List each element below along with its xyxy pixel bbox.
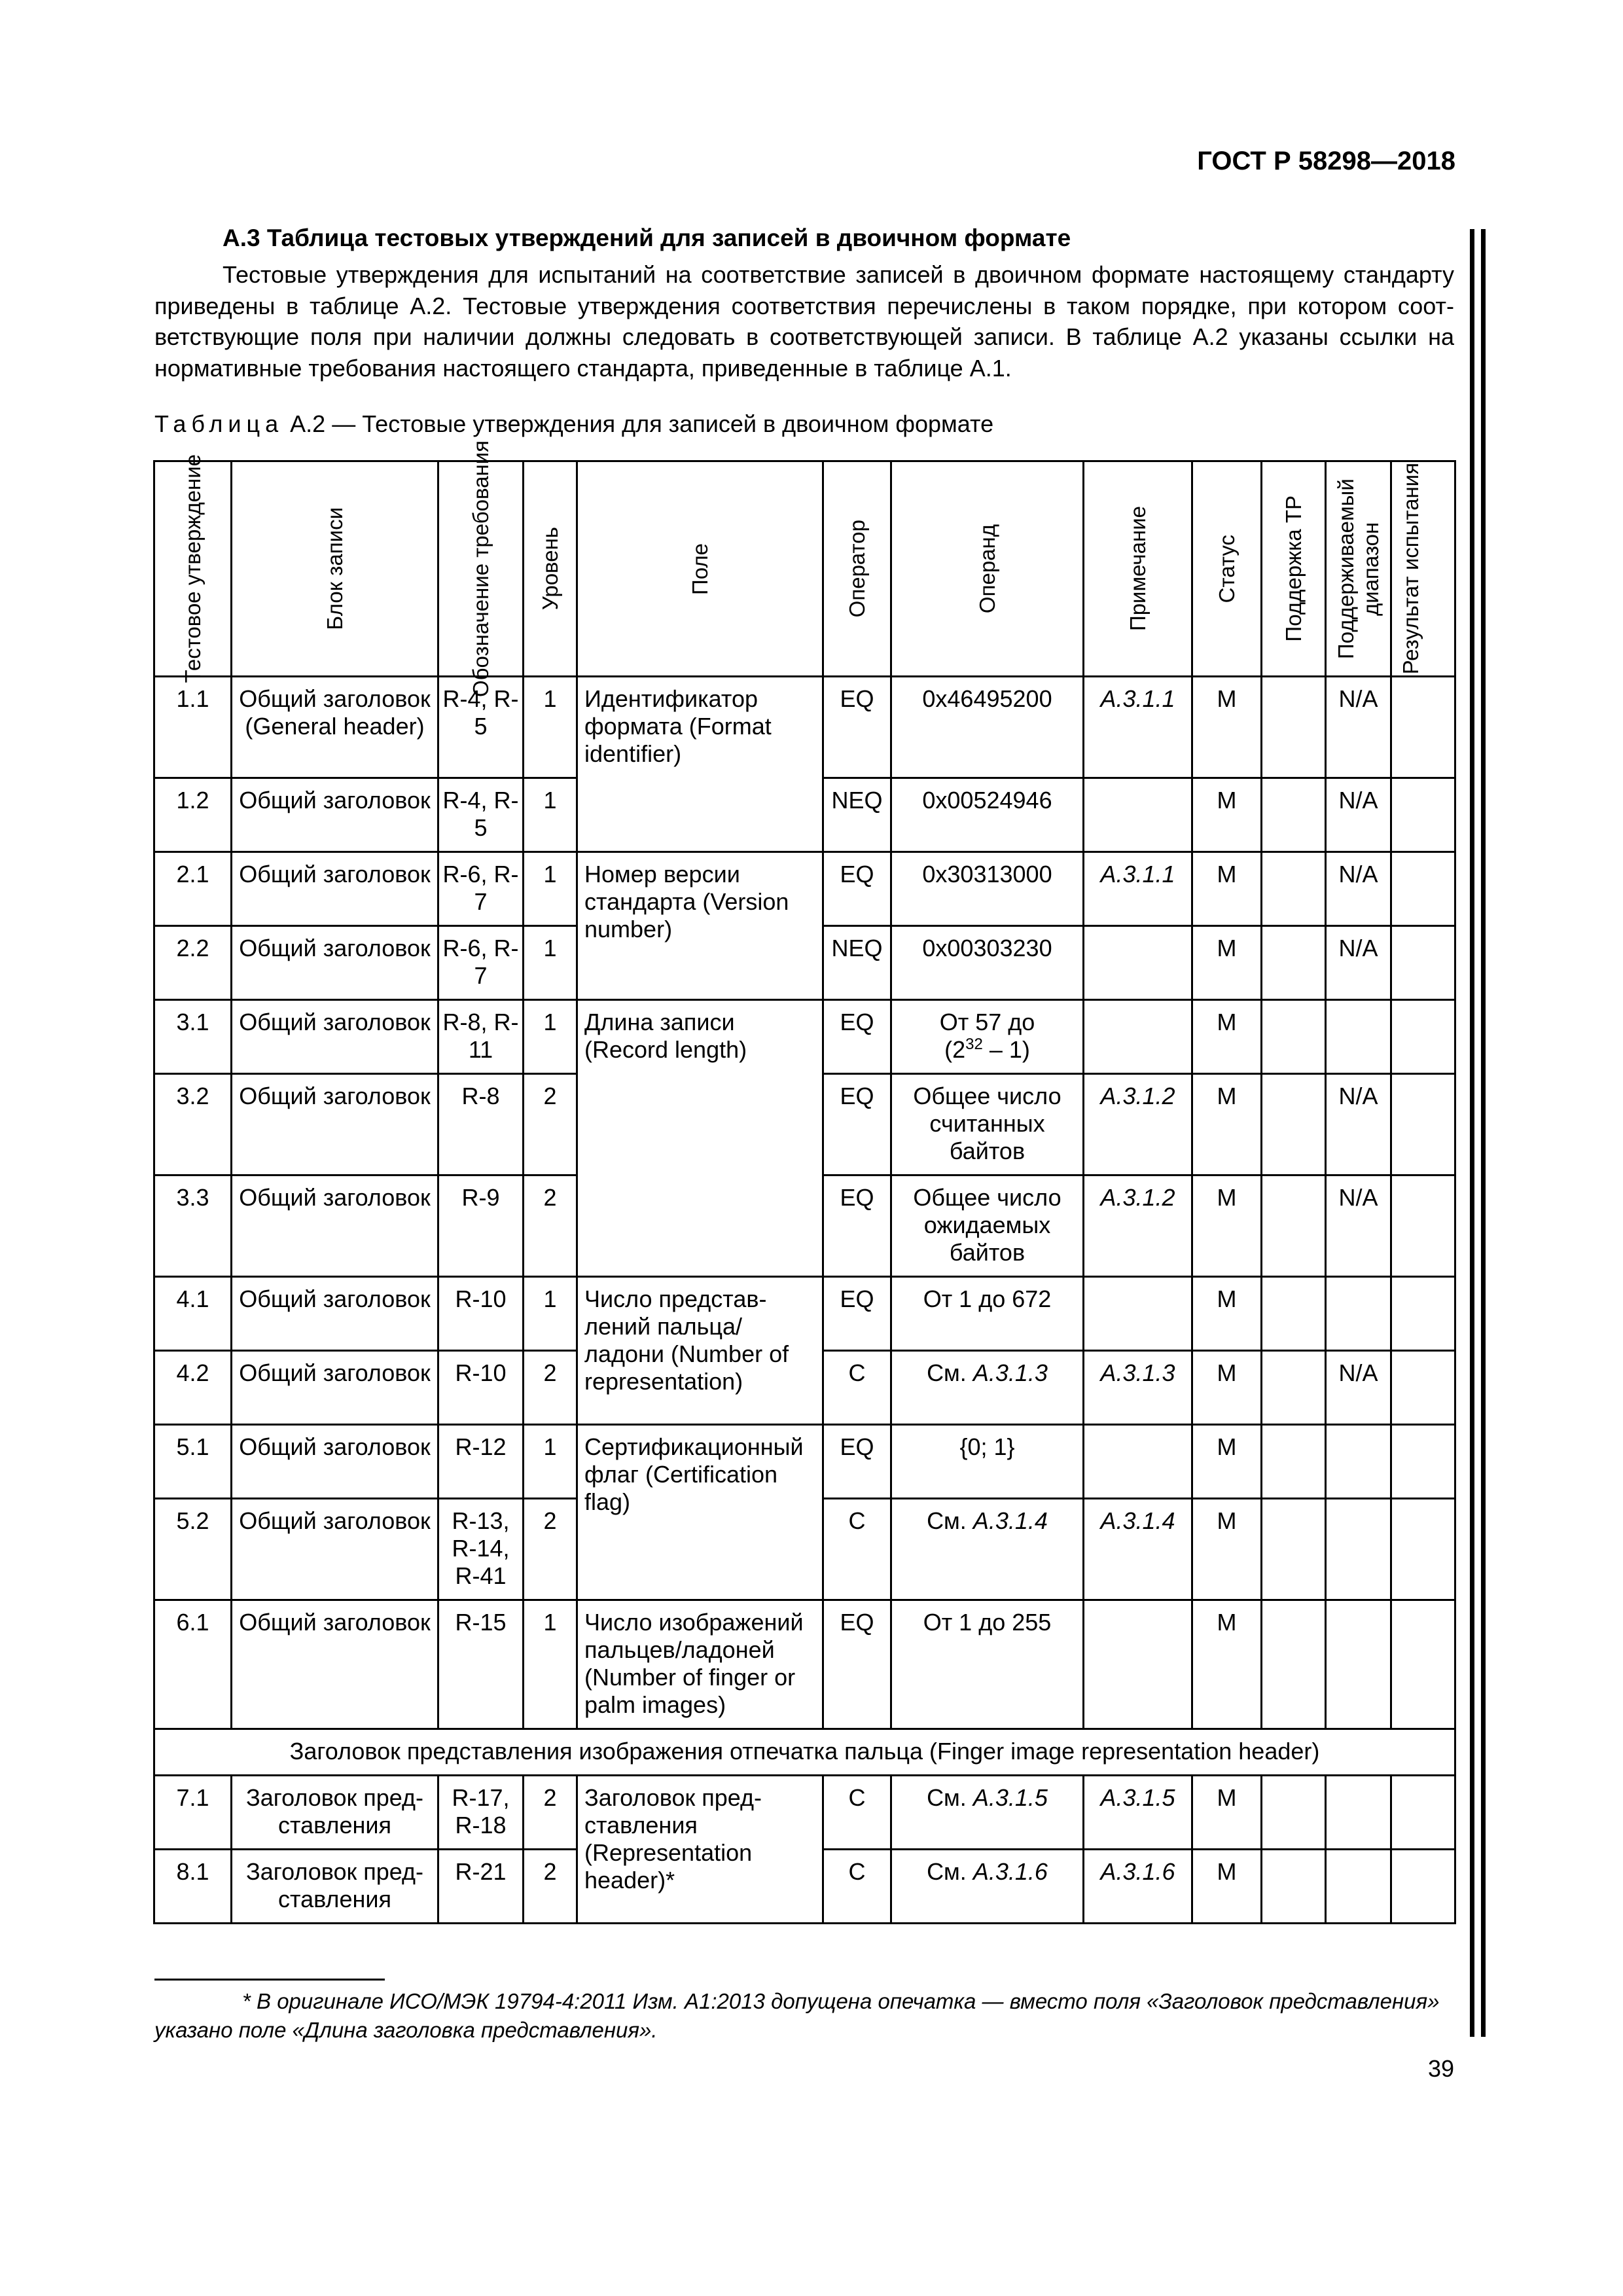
operand-exponent: 32 <box>965 1035 983 1053</box>
cell-result <box>1391 677 1455 778</box>
cell-block: Общий заголовок <box>232 778 438 852</box>
cell-note <box>1084 1425 1192 1499</box>
cell-block: Общий заголовок <box>232 1600 438 1729</box>
cell-block: Общий заголовок <box>232 1425 438 1499</box>
cell-op: EQ <box>823 1000 891 1074</box>
cell-op: NEQ <box>823 778 891 852</box>
col-supported-range: Поддерживаемый диапазон <box>1326 461 1391 677</box>
operand-prefix: См. <box>927 1359 967 1386</box>
cell-note <box>1084 1000 1192 1074</box>
cell-note: А.3.1.3 <box>1084 1351 1192 1425</box>
cell-tr <box>1262 1000 1326 1074</box>
cell-note: А.3.1.6 <box>1084 1850 1192 1924</box>
cell-op: C <box>823 1351 891 1425</box>
cell-note: А.3.1.5 <box>1084 1776 1192 1850</box>
cell-req: R-6, R-7 <box>438 926 524 1000</box>
cell-tr <box>1262 1776 1326 1850</box>
cell-range <box>1326 1499 1391 1600</box>
cell-result <box>1391 1499 1455 1600</box>
cell-status: M <box>1192 1000 1262 1074</box>
cell-operand: 0x46495200 <box>891 677 1084 778</box>
cell-op: EQ <box>823 1074 891 1175</box>
cell-op: EQ <box>823 677 891 778</box>
cell-level: 1 <box>524 1000 577 1074</box>
cell-range <box>1326 1776 1391 1850</box>
cell-op: EQ <box>823 1600 891 1729</box>
cell-tr <box>1262 1351 1326 1425</box>
cell-result <box>1391 1074 1455 1175</box>
col-result: Результат испытания <box>1391 461 1455 677</box>
cell-range <box>1326 1425 1391 1499</box>
cell-operand <box>891 1850 1084 1924</box>
change-bar <box>1470 229 1474 2037</box>
cell-level: 2 <box>524 1351 577 1425</box>
cell-status: M <box>1192 1600 1262 1729</box>
cell-req: R-6, R-7 <box>438 852 524 926</box>
cell-req: R-13, R-14, R-41 <box>438 1499 524 1600</box>
cell-op: NEQ <box>823 926 891 1000</box>
section-title: А.3 Таблица тестовых утверждений для записей в двоичном формате <box>223 224 1071 251</box>
cell-status: M <box>1192 1425 1262 1499</box>
cell-tr <box>1262 1175 1326 1277</box>
col-assertion: Тестовое утверждение <box>154 461 232 677</box>
cell-field: Сертификационный флаг (Certification flag) <box>577 1425 823 1600</box>
cell-id: 2.1 <box>154 852 232 926</box>
band-heading: Заголовок представления изображения отпечатка пальца (Finger image representation header) <box>154 1729 1455 1776</box>
cell-status: M <box>1192 1351 1262 1425</box>
cell-level: 1 <box>524 1600 577 1729</box>
cell-req: R-10 <box>438 1351 524 1425</box>
cell-tr <box>1262 1499 1326 1600</box>
cell-level: 2 <box>524 1499 577 1600</box>
cell-status: M <box>1192 778 1262 852</box>
cell-note <box>1084 778 1192 852</box>
cell-range <box>1326 1850 1391 1924</box>
operand-prefix: См. <box>927 1858 967 1885</box>
intro-paragraph: Тестовые утверждения для испытаний на соответствие записей в двоичном формате настоящему стандарту приведены в таблице А.2. Тестовые утверждения соответствия перечислены в таком порядке, при котором соответствующие поля при наличии должны следовать в соответствующей записи. В таблице А.2 указаны ссылки на нормативные требования настоящего стандарта, приведенные в таблице А.1. <box>154 261 1454 382</box>
cell-range: N/A <box>1326 1074 1391 1175</box>
cell-operand: {0; 1} <box>891 1425 1084 1499</box>
cell-range: N/A <box>1326 852 1391 926</box>
operand-ref: А.3.1.5 <box>972 1784 1048 1811</box>
operand-ref: А.3.1.4 <box>972 1507 1048 1534</box>
cell-block: Общий заголовок <box>232 1000 438 1074</box>
cell-field: Заголовок представления (Representation header)* <box>577 1776 823 1924</box>
cell-block: Общий заголовок <box>232 1499 438 1600</box>
assertions-table <box>153 440 1456 1924</box>
cell-tr <box>1262 1850 1326 1924</box>
cell-field: Номер версии стандарта (Version number) <box>577 852 823 1000</box>
cell-result <box>1391 1600 1455 1729</box>
cell-note <box>1084 1600 1192 1729</box>
cell-note: А.3.1.2 <box>1084 1175 1192 1277</box>
operand-prefix: См. <box>927 1507 967 1534</box>
cell-block: Заголовок представления <box>232 1776 438 1850</box>
cell-range: N/A <box>1326 1175 1391 1277</box>
cell-result <box>1391 778 1455 852</box>
cell-req: R-12 <box>438 1425 524 1499</box>
operand-prefix: См. <box>927 1784 967 1811</box>
cell-status: M <box>1192 1175 1262 1277</box>
col-tr-support: Поддержка ТР <box>1262 461 1326 677</box>
document-id: ГОСТ Р 58298—2018 <box>1197 147 1455 175</box>
cell-status: M <box>1192 1277 1262 1351</box>
cell-id: 4.1 <box>154 1277 232 1351</box>
cell-level: 2 <box>524 1074 577 1175</box>
cell-id: 3.1 <box>154 1000 232 1074</box>
cell-level: 1 <box>524 852 577 926</box>
cell-field: Число представлений пальца/ ладони (Number of representation) <box>577 1277 823 1425</box>
cell-operand <box>891 1776 1084 1850</box>
cell-tr <box>1262 1600 1326 1729</box>
cell-tr <box>1262 1425 1326 1499</box>
cell-status: M <box>1192 1074 1262 1175</box>
cell-req: R-8, R-11 <box>438 1000 524 1074</box>
table-row <box>154 852 1455 926</box>
cell-op: C <box>823 1850 891 1924</box>
table-row <box>154 1277 1455 1351</box>
cell-level: 2 <box>524 1776 577 1850</box>
cell-id: 1.1 <box>154 677 232 778</box>
cell-range: N/A <box>1326 926 1391 1000</box>
cell-id: 4.2 <box>154 1351 232 1425</box>
cell-status: M <box>1192 926 1262 1000</box>
cell-operand: Общее число ожидаемых байтов <box>891 1175 1084 1277</box>
cell-result <box>1391 852 1455 926</box>
cell-req: R-15 <box>438 1600 524 1729</box>
cell-operand: От 1 до 672 <box>891 1277 1084 1351</box>
cell-status: M <box>1192 1850 1262 1924</box>
cell-note: А.3.1.1 <box>1084 677 1192 778</box>
operand-line-1: От 57 до <box>939 1009 1035 1035</box>
col-field: Поле <box>577 461 823 677</box>
cell-id: 1.2 <box>154 778 232 852</box>
cell-status: M <box>1192 677 1262 778</box>
cell-operand: 0x30313000 <box>891 852 1084 926</box>
cell-operand: 0x00524946 <box>891 778 1084 852</box>
cell-tr <box>1262 1277 1326 1351</box>
cell-req: R-4, R-5 <box>438 677 524 778</box>
cell-req: R-4, R-5 <box>438 778 524 852</box>
cell-result <box>1391 1277 1455 1351</box>
cell-tr <box>1262 1074 1326 1175</box>
cell-op: C <box>823 1499 891 1600</box>
cell-level: 1 <box>524 1277 577 1351</box>
cell-level: 2 <box>524 1850 577 1924</box>
cell-range: N/A <box>1326 778 1391 852</box>
cell-id: 5.2 <box>154 1499 232 1600</box>
cell-id: 8.1 <box>154 1850 232 1924</box>
cell-result <box>1391 1175 1455 1277</box>
cell-block: Общий заголовок (General header) <box>232 677 438 778</box>
table-band-row <box>154 1729 1455 1776</box>
cell-field: Длина записи (Record length) <box>577 1000 823 1277</box>
cell-result <box>1391 1425 1455 1499</box>
col-block: Блок записи <box>232 461 438 677</box>
cell-op: EQ <box>823 852 891 926</box>
header-row <box>154 461 1455 677</box>
col-operator: Оператор <box>823 461 891 677</box>
cell-note: А.3.1.1 <box>1084 852 1192 926</box>
col-operand: Операнд <box>891 461 1084 677</box>
cell-id: 6.1 <box>154 1600 232 1729</box>
cell-result <box>1391 1000 1455 1074</box>
cell-op: C <box>823 1776 891 1850</box>
cell-field: Число изображений пальцев/ладоней (Number of finger or palm images) <box>577 1600 823 1729</box>
cell-level: 1 <box>524 926 577 1000</box>
col-requirement: Обозначение требования <box>438 461 524 677</box>
cell-operand: 0x00303230 <box>891 926 1084 1000</box>
cell-result <box>1391 926 1455 1000</box>
cell-id: 7.1 <box>154 1776 232 1850</box>
cell-status: M <box>1192 1776 1262 1850</box>
cell-level: 2 <box>524 1175 577 1277</box>
cell-tr <box>1262 852 1326 926</box>
table-row <box>154 1776 1455 1850</box>
cell-req: R-9 <box>438 1175 524 1277</box>
cell-range: N/A <box>1326 677 1391 778</box>
cell-op: EQ <box>823 1175 891 1277</box>
cell-level: 1 <box>524 677 577 778</box>
caption-text: А.2 — Тестовые утверждения для записей в двоичном формате <box>290 410 994 437</box>
cell-req: R-21 <box>438 1850 524 1924</box>
table-row <box>154 1000 1455 1074</box>
cell-note: А.3.1.2 <box>1084 1074 1192 1175</box>
cell-id: 2.2 <box>154 926 232 1000</box>
footnote-separator <box>154 1979 385 1981</box>
caption-label: Таблица <box>154 410 284 437</box>
cell-operand <box>891 1351 1084 1425</box>
col-level: Уровень <box>524 461 577 677</box>
cell-req: R-10 <box>438 1277 524 1351</box>
col-note: Примечание <box>1084 461 1192 677</box>
cell-result <box>1391 1850 1455 1924</box>
cell-tr <box>1262 778 1326 852</box>
cell-block: Общий заголовок <box>232 1074 438 1175</box>
cell-field: Идентификатор формата (Format identifier) <box>577 677 823 852</box>
table-row <box>154 1425 1455 1499</box>
cell-operand: От 1 до 255 <box>891 1600 1084 1729</box>
cell-range: N/A <box>1326 1351 1391 1425</box>
table-caption <box>154 410 993 438</box>
cell-operand <box>891 1000 1084 1074</box>
cell-status: M <box>1192 1499 1262 1600</box>
cell-req: R-17, R-18 <box>438 1776 524 1850</box>
cell-block: Общий заголовок <box>232 926 438 1000</box>
cell-note <box>1084 926 1192 1000</box>
cell-id: 3.2 <box>154 1074 232 1175</box>
operand-ref: А.3.1.3 <box>972 1359 1048 1386</box>
cell-tr <box>1262 926 1326 1000</box>
table-row <box>154 677 1455 778</box>
cell-note: А.3.1.4 <box>1084 1499 1192 1600</box>
footnote: * В оригинале ИСО/МЭК 19794-4:2011 Изм. А1:2013 допущена опечатка — вместо поля «Заголовок представления» указано поле «Длина заголовка представления». <box>154 1989 1440 2042</box>
operand-ref: А.3.1.6 <box>972 1858 1048 1885</box>
cell-operand: Общее число считанных байтов <box>891 1074 1084 1175</box>
cell-op: EQ <box>823 1277 891 1351</box>
cell-range <box>1326 1277 1391 1351</box>
table-row <box>154 1600 1455 1729</box>
cell-block: Общий заголовок <box>232 852 438 926</box>
operand-line-2a: (2 <box>944 1036 966 1063</box>
cell-block: Заголовок представления <box>232 1850 438 1924</box>
page-number: 39 <box>1427 2055 1454 2082</box>
col-status: Статус <box>1192 461 1262 677</box>
cell-block: Общий заголовок <box>232 1277 438 1351</box>
cell-status: M <box>1192 852 1262 926</box>
cell-note <box>1084 1277 1192 1351</box>
cell-level: 1 <box>524 778 577 852</box>
cell-level: 1 <box>524 1425 577 1499</box>
cell-req: R-8 <box>438 1074 524 1175</box>
cell-result <box>1391 1776 1455 1850</box>
operand-line-2b: – 1) <box>982 1036 1030 1063</box>
cell-id: 5.1 <box>154 1425 232 1499</box>
cell-operand <box>891 1499 1084 1600</box>
cell-range <box>1326 1000 1391 1074</box>
cell-id: 3.3 <box>154 1175 232 1277</box>
cell-tr <box>1262 677 1326 778</box>
cell-block: Общий заголовок <box>232 1175 438 1277</box>
cell-result <box>1391 1351 1455 1425</box>
cell-op: EQ <box>823 1425 891 1499</box>
change-bar <box>1481 229 1486 2037</box>
cell-block: Общий заголовок <box>232 1351 438 1425</box>
cell-range <box>1326 1600 1391 1729</box>
